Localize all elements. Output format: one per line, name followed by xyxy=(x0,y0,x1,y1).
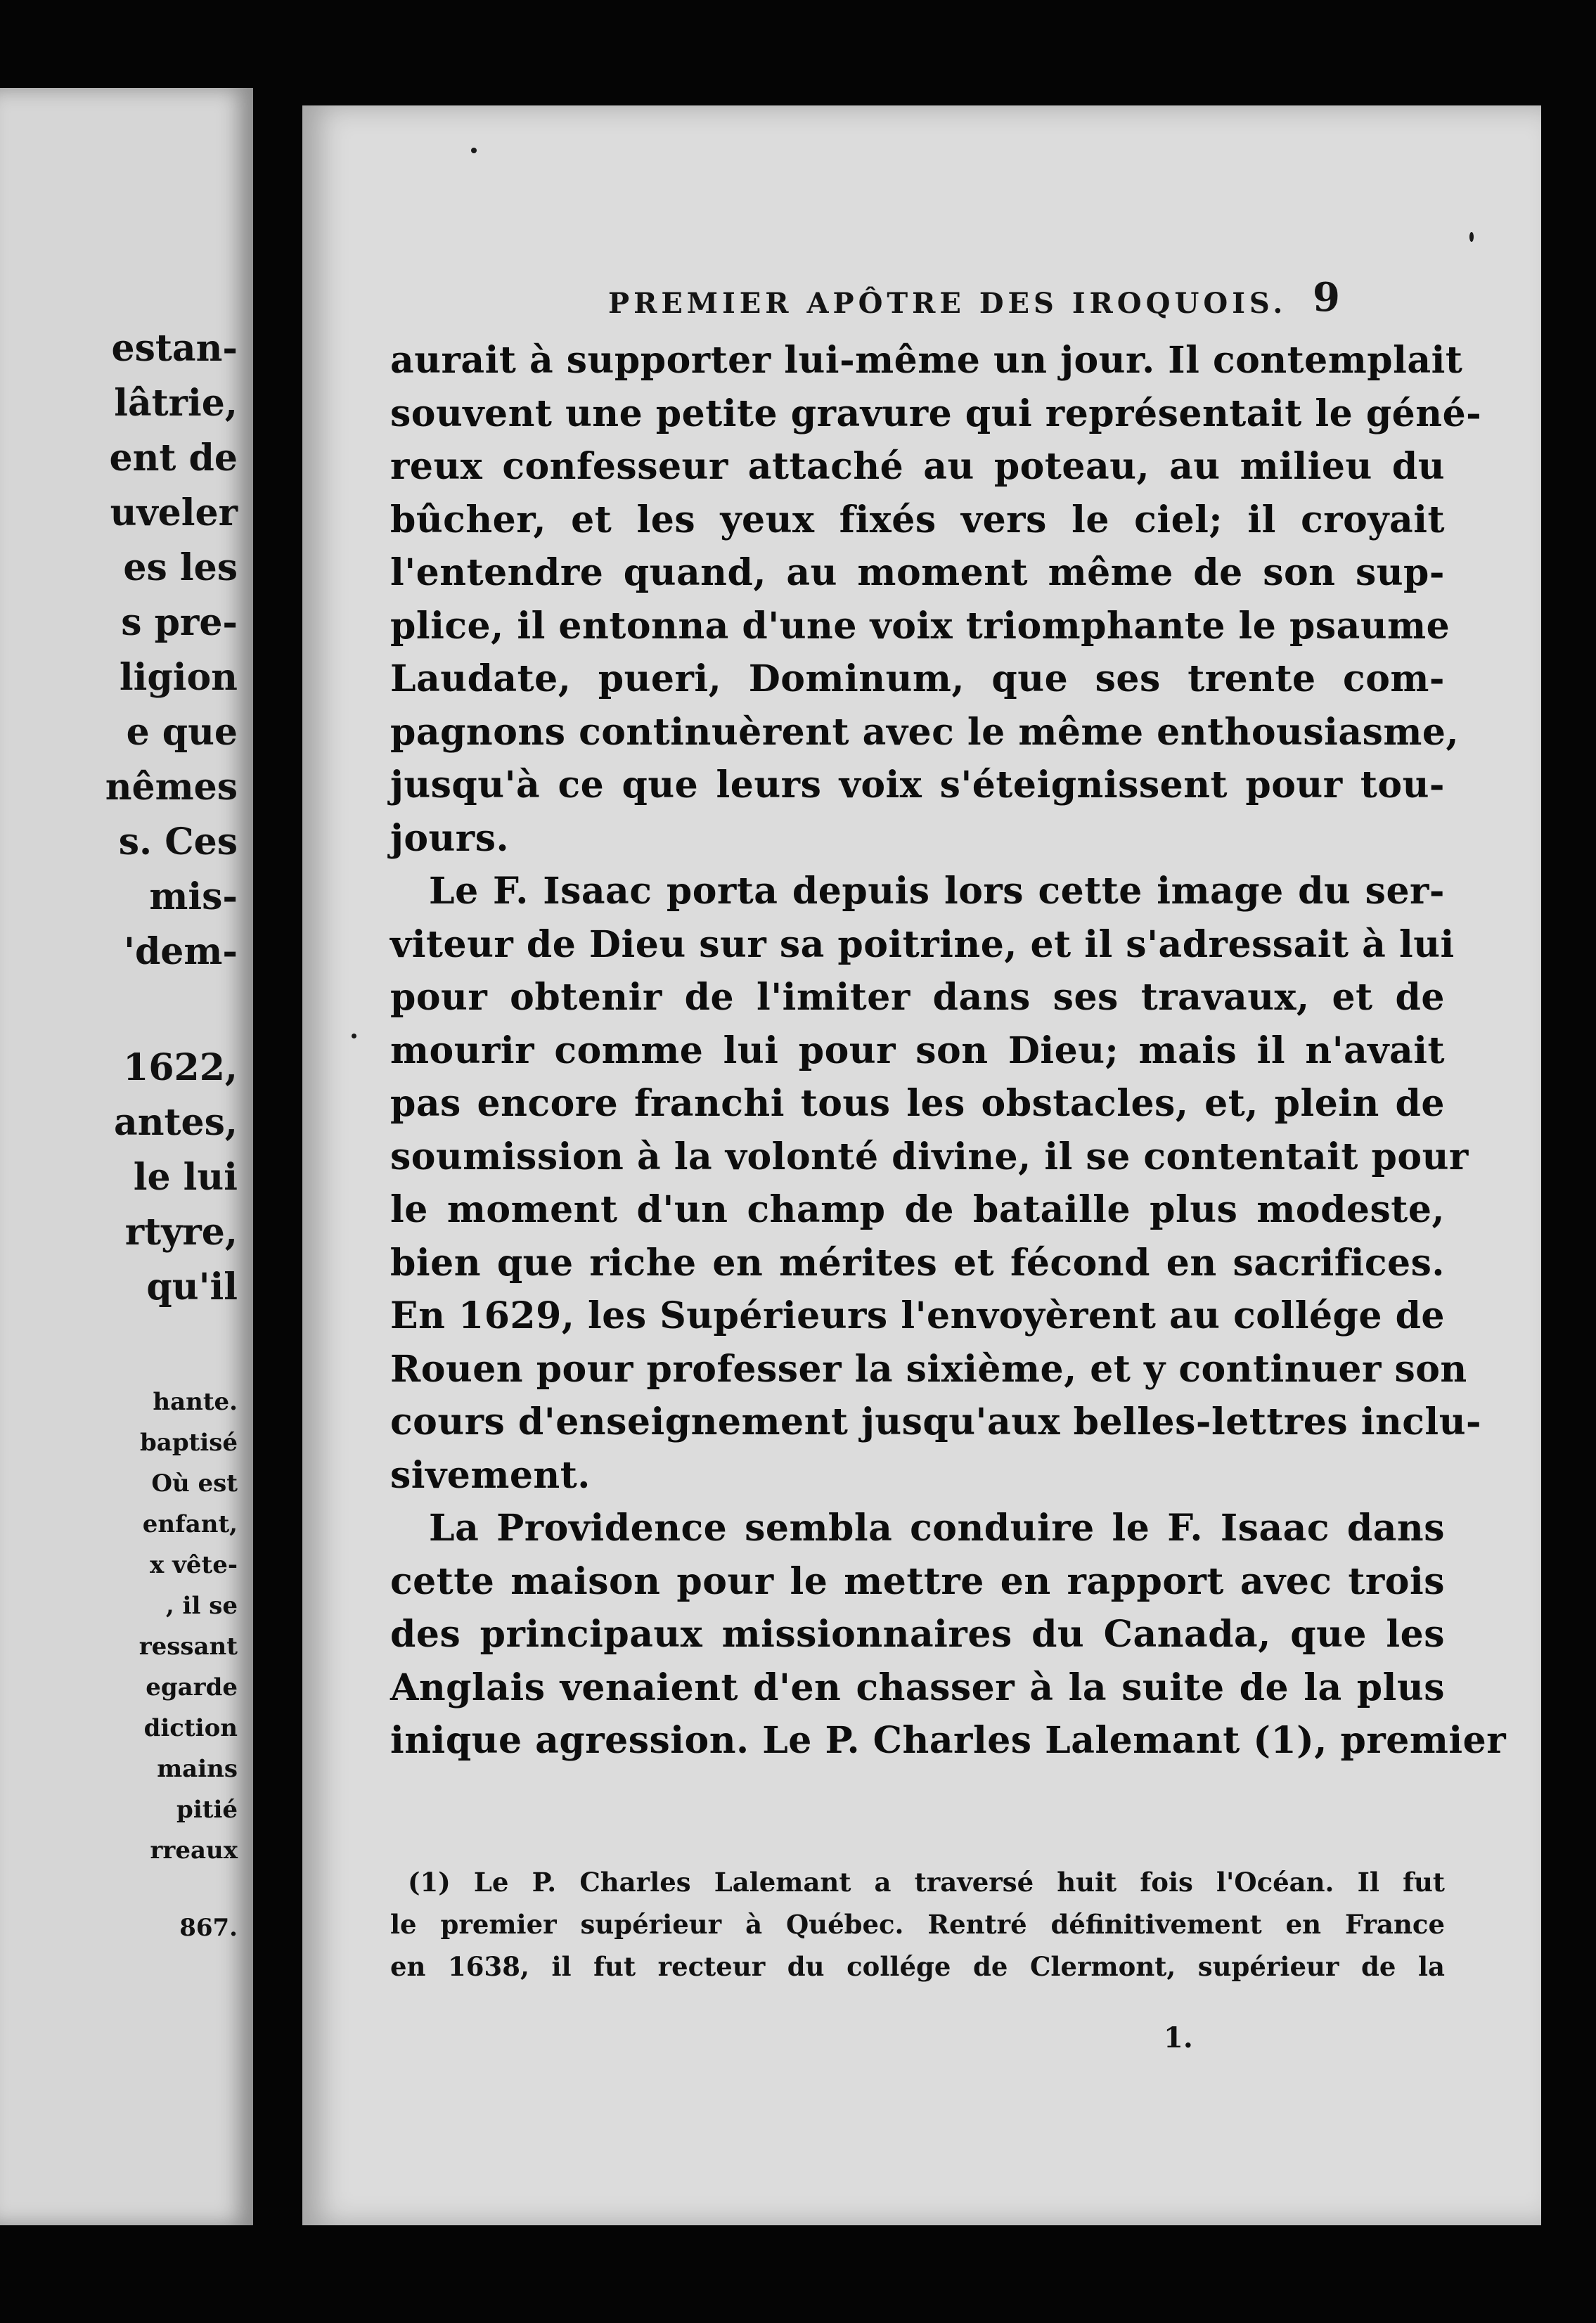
book-gutter xyxy=(253,0,302,2323)
text-line: sivement. xyxy=(390,1453,591,1497)
page-number: 9 xyxy=(1313,274,1340,321)
text-line: viteur de Dieu sur sa poitrine, et il s'adressait à lui xyxy=(390,922,1455,966)
left-page-line: s. Ces xyxy=(118,821,238,863)
left-page-note-line: ressant xyxy=(139,1633,238,1661)
text-line: souvent une petite gravure qui représentait le géné- xyxy=(390,392,1482,435)
left-page-note-line: 867. xyxy=(179,1914,238,1942)
left-page-line: es les xyxy=(123,546,238,589)
text-line: La Providence sembla conduire le F. Isaac dans xyxy=(429,1507,1445,1550)
left-page-line: qu'il xyxy=(146,1266,238,1308)
left-page-line: e que xyxy=(126,711,238,754)
footnote-line: le premier supérieur à Québec. Rentré définitivement en France xyxy=(390,1909,1445,1940)
left-page-note-line: pitié xyxy=(176,1796,238,1824)
left-page-line: 'dem- xyxy=(124,930,238,973)
book-page xyxy=(302,105,1541,2225)
text-line: plice, il entonna d'une voix triomphante le psaume xyxy=(390,604,1450,648)
text-line: Anglais venaient d'en chasser à la suite de la plus xyxy=(390,1666,1445,1709)
print-speck xyxy=(471,148,477,153)
text-line: le moment d'un champ de bataille plus modeste, xyxy=(390,1188,1445,1231)
text-line: bûcher, et les yeux fixés vers le ciel; il croyait xyxy=(390,498,1445,541)
text-line: jours. xyxy=(390,816,510,860)
print-speck xyxy=(1469,232,1474,242)
left-page-note-line: , il se xyxy=(165,1592,238,1620)
left-page-line: le lui xyxy=(133,1156,238,1199)
text-line: bien que riche en mérites et fécond en sacrifices. xyxy=(390,1241,1445,1285)
text-line: Laudate, pueri, Dominum, que ses trente com- xyxy=(390,657,1445,700)
text-line: En 1629, les Supérieurs l'envoyèrent au collége de xyxy=(390,1294,1446,1337)
left-page-note-line: diction xyxy=(143,1714,238,1742)
left-page-line: uveler xyxy=(110,491,238,534)
body-text xyxy=(390,334,1507,1768)
left-page-note-line: rreaux xyxy=(150,1836,238,1865)
text-line: des principaux missionnaires du Canada, que les xyxy=(390,1613,1445,1656)
left-page-line: estan- xyxy=(111,327,238,370)
left-page-line: antes, xyxy=(114,1101,238,1144)
footnote-line: en 1638, il fut recteur du collége de Clermont, supérieur de la xyxy=(390,1951,1445,1982)
left-page-line: s pre- xyxy=(121,601,238,644)
signature-mark: 1. xyxy=(1164,2021,1193,2054)
text-line: Rouen pour professer la sixième, et y continuer son xyxy=(390,1347,1467,1391)
left-page-note-line: baptisé xyxy=(140,1429,238,1457)
left-page-line: 1622, xyxy=(123,1046,238,1089)
left-page-line: mis- xyxy=(149,875,238,918)
left-page-line: nêmes xyxy=(105,766,238,809)
left-page-fragment xyxy=(0,88,253,2225)
text-line: l'entendre quand, au moment même de son sup- xyxy=(390,551,1445,594)
left-page-note-line: egarde xyxy=(146,1673,238,1701)
text-line: jusqu'à ce que leurs voix s'éteignissent pour tou- xyxy=(390,764,1445,806)
text-line: reux confesseur attaché au poteau, au milieu du xyxy=(390,445,1445,488)
left-page-note-line: enfant, xyxy=(142,1510,238,1538)
left-page-line: rtyre, xyxy=(124,1211,238,1254)
running-head: PREMIER APÔTRE DES IROQUOIS. xyxy=(608,287,1287,320)
text-line: cours d'enseignement jusqu'aux belles-lettres inclu- xyxy=(390,1401,1482,1443)
left-page-note-line: x vête- xyxy=(150,1551,238,1579)
left-page-line: lâtrie, xyxy=(114,382,238,425)
text-line: pagnons continuèrent avec le même enthousiasme, xyxy=(390,710,1460,754)
text-line: pas encore franchi tous les obstacles, et, plein de xyxy=(390,1082,1445,1125)
text-line: mourir comme lui pour son Dieu; mais il n'avait xyxy=(390,1029,1445,1072)
text-line: pour obtenir de l'imiter dans ses travaux, et de xyxy=(390,976,1445,1019)
left-page-note-line: mains xyxy=(157,1755,238,1783)
footnotes xyxy=(390,1861,1445,1988)
left-page-line: ent de xyxy=(109,437,238,480)
text-line: Le F. Isaac porta depuis lors cette image du ser- xyxy=(429,870,1445,913)
left-page-line: ligion xyxy=(119,656,238,699)
text-line: soumission à la volonté divine, il se contentait pour xyxy=(390,1135,1469,1178)
text-line: cette maison pour le mettre en rapport avec trois xyxy=(390,1559,1445,1603)
left-page-note-line: Où est xyxy=(151,1469,238,1498)
left-page-note-line: hante. xyxy=(153,1388,238,1416)
text-line: aurait à supporter lui-même un jour. Il contemplait xyxy=(390,339,1463,382)
print-speck xyxy=(352,1034,356,1038)
footnote-line: (1) Le P. Charles Lalemant a traversé huit fois l'Océan. Il fut xyxy=(408,1867,1445,1898)
text-line: inique agression. Le P. Charles Lalemant (1), premier xyxy=(390,1719,1507,1762)
